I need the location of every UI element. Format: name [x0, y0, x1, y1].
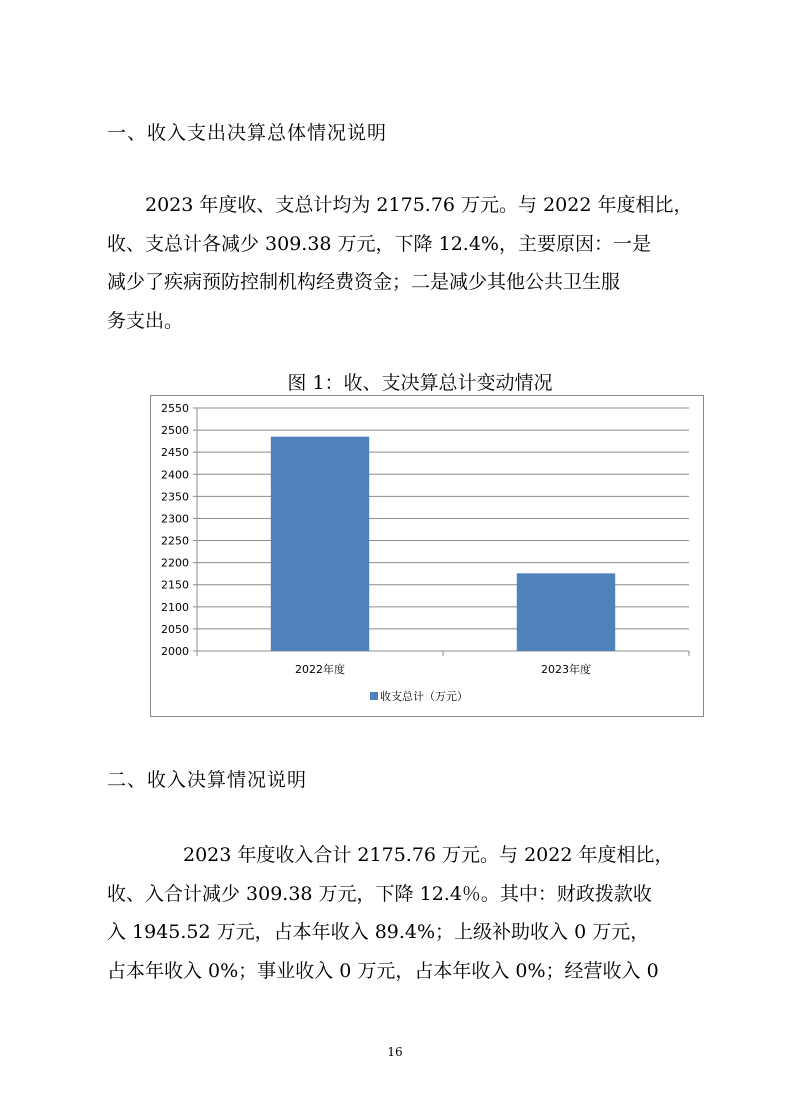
paragraph-line: 2023 年度收入合计 2175.76 万元。与 2022 年度相比， — [107, 844, 674, 866]
y-tick-label: 2100 — [161, 600, 189, 614]
bar — [271, 437, 369, 651]
page-number: 16 — [387, 1045, 403, 1059]
x-tick-label: 2023年度 — [541, 663, 591, 676]
bar — [517, 573, 615, 651]
y-tick-label: 2550 — [161, 402, 189, 415]
y-tick-label: 2350 — [161, 490, 189, 504]
paragraph-line: 入 1945.52 万元，占本年收入 89.4%；上级补助收入 0 万元， — [107, 921, 650, 943]
y-tick-label: 2250 — [161, 534, 189, 548]
paragraph-line: 2023 年度收、支总计均为 2175.76 万元。与 2022 年度相比， — [107, 194, 693, 216]
figure-caption: 图 1：收、支决算总计变动情况 — [287, 372, 553, 394]
bar-chart — [150, 395, 704, 717]
legend-swatch — [370, 692, 378, 700]
paragraph-line: 减少了疾病预防控制机构经费资金；二是减少其他公共卫生服 — [107, 271, 621, 293]
y-tick-label: 2200 — [161, 556, 189, 570]
section2-paragraph — [107, 836, 697, 990]
section1-paragraph — [107, 186, 697, 340]
section1-heading: 一、收入支出决算总体情况说明 — [107, 122, 388, 144]
paragraph-line: 收、入合计减少 309.38 万元，下降 12.4％。其中：财政拨款收 — [107, 882, 652, 905]
y-tick-label: 2050 — [161, 622, 189, 636]
y-tick-label: 2450 — [161, 446, 189, 460]
section2-heading: 二、收入决算情况说明 — [107, 769, 308, 791]
y-tick-label: 2500 — [161, 424, 189, 438]
y-tick-label: 2000 — [161, 645, 189, 658]
legend-label: 收支总计（万元） — [380, 690, 468, 703]
paragraph-line: 收、支总计各减少 309.38 万元，下降 12.4%，主要原因：一是 — [107, 232, 651, 255]
y-tick-label: 2150 — [161, 578, 189, 592]
x-tick-label: 2022年度 — [295, 663, 345, 676]
paragraph-line: 占本年收入 0%；事业收入 0 万元，占本年收入 0%；经营收入 0 — [107, 959, 659, 982]
paragraph-line: 务支出。 — [107, 309, 184, 332]
y-tick-label: 2400 — [161, 468, 189, 482]
y-tick-label: 2300 — [161, 512, 189, 526]
bar-chart-svg — [151, 396, 703, 716]
